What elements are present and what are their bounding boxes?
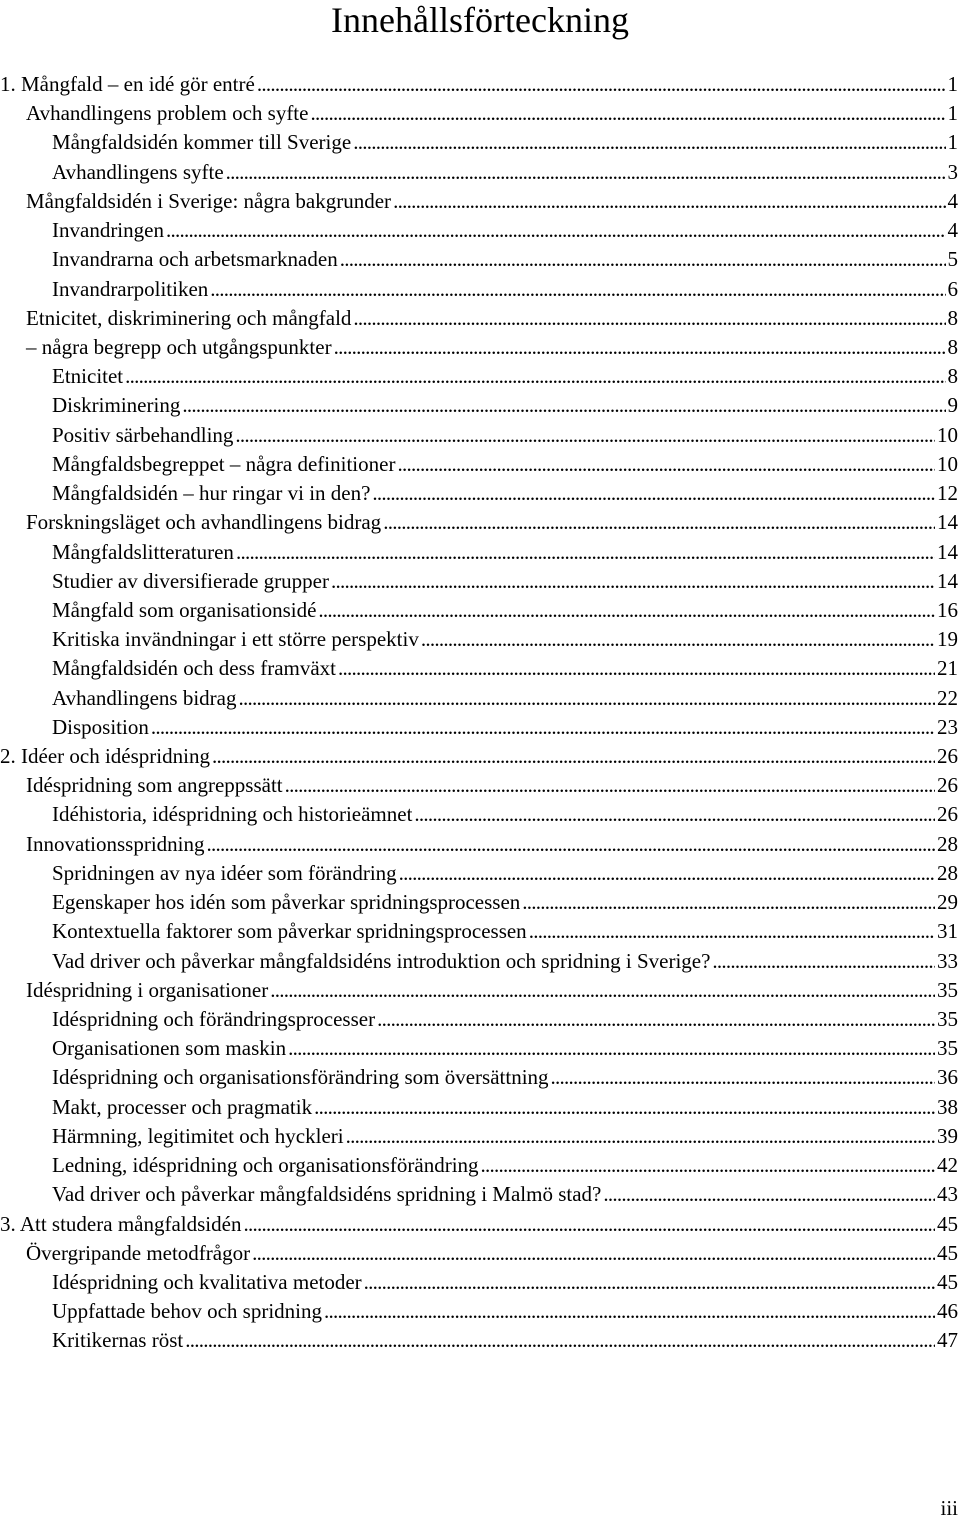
toc-entry-title: Makt, processer och pragmatik (52, 1094, 313, 1119)
dot-leader (372, 479, 935, 508)
toc-entry[interactable] (0, 99, 960, 128)
toc-entry-page-number: 8 (947, 334, 958, 359)
dot-leader (712, 947, 935, 976)
toc-entry-page-number: 10 (937, 422, 958, 447)
toc-entry-title: Avhandlingens syfte (52, 159, 224, 184)
toc-entry-title: Idéspridning i organisationer (26, 977, 269, 1002)
toc-entry[interactable] (0, 1180, 960, 1209)
dot-leader (346, 1122, 935, 1151)
toc-entry-title: Idéhistoria, idéspridning och historieämnet (52, 802, 413, 827)
dot-leader (338, 654, 935, 683)
toc-entry-title: – några begrepp och utgångspunkter (26, 334, 332, 359)
toc-entry-title: Mångfaldsidén kommer till Sverige (52, 130, 352, 155)
toc-entry-page-number: 4 (947, 218, 958, 243)
dot-leader (353, 304, 945, 333)
dot-leader (252, 1239, 935, 1268)
dot-leader (125, 362, 945, 391)
toc-entry[interactable] (0, 888, 960, 917)
dot-leader (522, 888, 935, 917)
toc-entry[interactable] (0, 713, 960, 742)
toc-entry[interactable] (0, 1151, 960, 1180)
toc-entry-title: Mångfaldsidén – hur ringar vi in den? (52, 481, 371, 506)
dot-leader (235, 421, 935, 450)
dot-leader (166, 216, 946, 245)
dot-leader (364, 1268, 935, 1297)
dot-leader (236, 538, 935, 567)
toc-entry-page-number: 29 (937, 890, 958, 915)
dot-leader (239, 684, 936, 713)
toc-entry[interactable] (0, 1297, 960, 1326)
toc-entry-title: Vad driver och påverkar mångfaldsidéns spridning i Malmö stad? (52, 1182, 602, 1207)
dot-leader (310, 99, 945, 128)
dot-leader (318, 596, 935, 625)
toc-entry-page-number: 6 (947, 276, 958, 301)
toc-entry-title: Disposition (52, 714, 149, 739)
toc-entry-page-number: 14 (937, 510, 958, 535)
toc-entry-title: Mångfaldsidén och dess framväxt (52, 656, 337, 681)
dot-leader (182, 391, 945, 420)
dot-leader (481, 1151, 935, 1180)
toc-entry-page-number: 26 (937, 773, 958, 798)
toc-entry-page-number: 19 (937, 627, 958, 652)
toc-entry-page-number: 10 (937, 451, 958, 476)
toc-entry[interactable] (0, 1093, 960, 1122)
toc-entry-title: Invandrarpolitiken (52, 276, 209, 301)
toc-entry-title: Idéspridning och kvalitativa metoder (52, 1269, 362, 1294)
toc-entry-page-number: 28 (937, 860, 958, 885)
toc-entry-title: Härmning, legitimitet och hyckleri (52, 1123, 344, 1148)
toc-entry-page-number: 1 (947, 101, 958, 126)
toc-entry-page-number: 14 (937, 539, 958, 564)
toc-entry-page-number: 9 (947, 393, 958, 418)
toc-entry[interactable] (0, 538, 960, 567)
toc-entry[interactable] (0, 1034, 960, 1063)
toc-entry[interactable] (0, 216, 960, 245)
toc-entry-page-number: 43 (937, 1182, 958, 1207)
toc-entry-title: Kritikernas röst (52, 1328, 184, 1353)
toc-entry-page-number: 39 (937, 1123, 958, 1148)
toc-entry[interactable] (0, 684, 960, 713)
toc-entry-page-number: 47 (937, 1328, 958, 1353)
toc-entry[interactable] (0, 187, 960, 216)
dot-leader (551, 1063, 935, 1092)
toc-entry-title: Forskningsläget och avhandlingens bidrag (26, 510, 382, 535)
toc-entry-title: Innovationsspridning (26, 831, 205, 856)
toc-entry[interactable] (0, 333, 960, 362)
dot-leader (210, 275, 945, 304)
toc-entry[interactable] (0, 450, 960, 479)
toc-entry[interactable] (0, 275, 960, 304)
toc-entry[interactable] (0, 128, 960, 157)
toc-entry-title: Avhandlingens bidrag (52, 685, 237, 710)
toc-entry[interactable] (0, 1268, 960, 1297)
dot-leader (353, 128, 945, 157)
toc-entry-page-number: 38 (937, 1094, 958, 1119)
dot-leader (393, 187, 945, 216)
toc-entry[interactable] (0, 70, 960, 99)
dot-leader (331, 567, 935, 596)
toc-entry-title: Idéspridning som angreppssätt (26, 773, 283, 798)
toc-entry[interactable] (0, 421, 960, 450)
toc-entry-page-number: 22 (937, 685, 958, 710)
toc-entry-page-number: 42 (937, 1153, 958, 1178)
dot-leader (270, 976, 935, 1005)
dot-leader (377, 1005, 935, 1034)
dot-leader (324, 1297, 935, 1326)
toc-entry-page-number: 33 (937, 948, 958, 973)
dot-leader (243, 1210, 935, 1239)
toc-entry[interactable] (0, 245, 960, 274)
toc-entry[interactable] (0, 1239, 960, 1268)
toc-entry-page-number: 31 (937, 919, 958, 944)
toc-entry-page-number: 1 (947, 72, 958, 96)
toc-entry[interactable] (0, 742, 960, 771)
toc-entry-page-number: 35 (937, 1007, 958, 1031)
toc-entry[interactable] (0, 654, 960, 683)
page-title: Innehållsförteckning (331, 0, 629, 40)
toc-entry-title: Mångfaldslitteraturen (52, 539, 234, 564)
toc-entry-title: 3. Att studera mångfaldsidén (0, 1211, 242, 1236)
dot-leader (226, 158, 946, 187)
toc-entry-title: Invandringen (52, 218, 164, 243)
toc-entry[interactable] (0, 771, 960, 800)
toc-entry[interactable] (0, 800, 960, 829)
dot-leader (207, 830, 936, 859)
toc-entry-title: Egenskaper hos idén som påverkar spridningsprocessen (52, 890, 521, 915)
toc-entry-title: Övergripande metodfrågor (26, 1240, 251, 1265)
toc-entry-title: Spridningen av nya idéer som förändring (52, 860, 397, 885)
toc-entry-title: Organisationen som maskin (52, 1036, 287, 1061)
toc-entry-title: Avhandlingens problem och syfte (26, 101, 309, 126)
toc-entry[interactable] (0, 158, 960, 187)
dot-leader (288, 1034, 935, 1063)
dot-leader (414, 800, 935, 829)
toc-entry-title: Etnicitet, diskriminering och mångfald (26, 305, 352, 330)
toc-entry-page-number: 45 (937, 1211, 958, 1236)
toc-entry-page-number: 45 (937, 1240, 958, 1265)
toc-entry-page-number: 35 (937, 977, 958, 1002)
toc-entry-title: Idéspridning och organisationsförändring som översättning (52, 1065, 549, 1090)
toc-entry-page-number: 46 (937, 1299, 958, 1324)
toc-entry-title: Mångfaldsidén i Sverige: några bakgrunder (26, 188, 392, 213)
toc-entry-page-number: 4 (947, 188, 958, 213)
dot-leader (340, 245, 946, 274)
toc-entry-title: Vad driver och påverkar mångfaldsidéns introduktion och spridning i Sverige? (52, 948, 711, 973)
toc-entry-title: 2. Idéer och idéspridning (0, 744, 210, 769)
toc-entry[interactable] (0, 1210, 960, 1239)
toc-entry-page-number: 45 (937, 1269, 958, 1294)
toc-entry[interactable] (0, 1122, 960, 1151)
toc-entry-page-number: 23 (937, 714, 958, 739)
toc-entry-title: Etnicitet (52, 364, 124, 389)
dot-leader (151, 713, 935, 742)
toc-entry[interactable] (0, 479, 960, 508)
toc-entry-page-number: 28 (937, 831, 958, 856)
toc-entry[interactable] (0, 859, 960, 888)
dot-leader (397, 450, 935, 479)
toc-entry-page-number: 16 (937, 597, 958, 622)
dot-leader (185, 1326, 935, 1355)
toc-entry-page-number: 26 (937, 802, 958, 827)
toc-entry-title: Kritiska invändningar i ett större perspektiv (52, 627, 419, 652)
toc-entry-title: Positiv särbehandling (52, 422, 234, 447)
toc-entry-title: Diskriminering (52, 393, 181, 418)
dot-leader (285, 771, 935, 800)
toc-entry-page-number: 12 (937, 481, 958, 506)
toc-entry[interactable] (0, 1063, 960, 1092)
toc-entry-title: Mångfaldsbegreppet – några definitioner (52, 451, 396, 476)
table-of-contents (0, 70, 960, 1356)
toc-entry-title: 1. Mångfald – en idé gör entré (0, 72, 255, 96)
toc-entry-title: Mångfald som organisationsidé (52, 597, 317, 622)
toc-entry[interactable] (0, 976, 960, 1005)
toc-entry[interactable] (0, 1005, 960, 1034)
dot-leader (257, 70, 946, 99)
toc-entry[interactable] (0, 830, 960, 859)
toc-entry[interactable] (0, 508, 960, 537)
toc-entry[interactable] (0, 625, 960, 654)
toc-entry-page-number: 26 (937, 744, 958, 769)
toc-entry-page-number: 14 (937, 568, 958, 593)
dot-leader (383, 508, 935, 537)
toc-entry-page-number: 21 (937, 656, 958, 681)
toc-entry-page-number: 36 (937, 1065, 958, 1090)
dot-leader (529, 917, 935, 946)
toc-entry-page-number: 35 (937, 1036, 958, 1061)
dot-leader (421, 625, 935, 654)
toc-entry-title: Uppfattade behov och spridning (52, 1299, 323, 1324)
toc-entry-page-number: 8 (947, 364, 958, 389)
toc-entry-page-number: 1 (947, 130, 958, 155)
toc-entry-page-number: 8 (947, 305, 958, 330)
toc-entry-title: Kontextuella faktorer som påverkar spridningsprocessen (52, 919, 527, 944)
toc-entry[interactable] (0, 567, 960, 596)
dot-leader (314, 1093, 935, 1122)
toc-entry[interactable] (0, 596, 960, 625)
toc-entry[interactable] (0, 917, 960, 946)
toc-entry-title: Studier av diversifierade grupper (52, 568, 329, 593)
dot-leader (212, 742, 935, 771)
dot-leader (399, 859, 935, 888)
toc-entry[interactable] (0, 362, 960, 391)
page-number: iii (940, 1496, 958, 1520)
toc-entry[interactable] (0, 1326, 960, 1355)
dot-leader (603, 1180, 935, 1209)
toc-entry[interactable] (0, 947, 960, 976)
dot-leader (334, 333, 946, 362)
toc-entry[interactable] (0, 391, 960, 420)
toc-entry-page-number: 3 (947, 159, 958, 184)
toc-entry[interactable] (0, 304, 960, 333)
toc-entry-page-number: 5 (947, 247, 958, 272)
toc-entry-title: Invandrarna och arbetsmarknaden (52, 247, 338, 272)
toc-entry-title: Idéspridning och förändringsprocesser (52, 1007, 376, 1031)
toc-entry-title: Ledning, idéspridning och organisationsförändring (52, 1153, 479, 1178)
